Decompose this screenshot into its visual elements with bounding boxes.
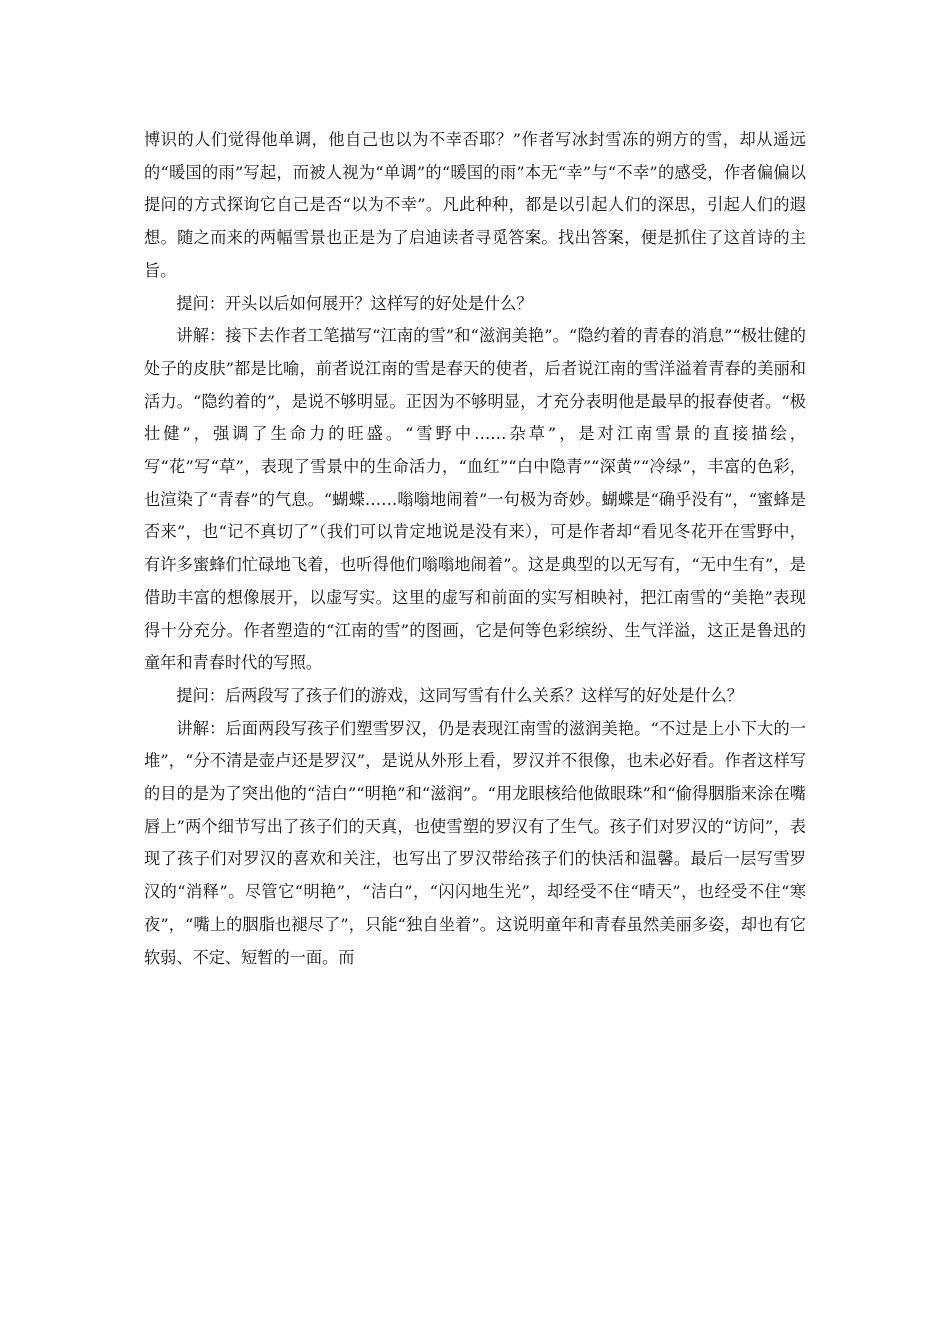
- document-body: [144, 124, 806, 974]
- paragraph-intro-continuation: 博识的人们觉得他单调，他自己也以为不幸否耶？”作者写冰封雪冻的朔方的雪，却从遥远的“暖国的雨”写起，而被人视为“单调”的“暖国的雨”本无“幸”与“不幸”的感受，作者偏偏以提问的方式探询它自己是否“以为不幸”。凡此种种，都是以引起人们的深思，引起人们的遐想。随之而来的两幅雪景也正是为了启迪读者寻觅答案。找出答案，便是抓住了这首诗的主旨。: [144, 130, 806, 280]
- paragraph-question-2: 提问：后两段写了孩子们的游戏，这同写雪有什么关系？这样写的好处是什么？: [176, 685, 743, 705]
- paragraph-explanation-2: 讲解：后面两段写孩子们塑雪罗汉，仍是表现江南雪的滋润美艳。“不过是上小下大的一堆”，“分不清是壶卢还是罗汉”，是说从外形上看，罗汉并不很像，也未必好看。作者这样写的目的是为了突出他的“洁白”“明艳”和“滋润”。“用龙眼核给他做眼珠”和“偷得胭脂来涂在嘴唇上”两个细节写出了孩子们的天真，也使雪塑的罗汉有了生气。孩子们对罗汉的“访问”，表现了孩子们对罗汉的喜欢和关注，也写出了罗汉带给孩子们的快活和温馨。最后一层写雪罗汉的“消释”。尽管它“明艳”，“洁白”，“闪闪地生光”，却经受不住“晴天”，也经受不住“寒夜”，“嘴上的胭脂也褪尽了”，只能“独自坐着”。这说明童年和青春虽然美丽多姿，却也有它软弱、不定、短暂的一面。而: [144, 718, 806, 967]
- paragraph-explanation-1: 讲解：接下去作者工笔描写“江南的雪”和“滋润美艳”。“隐约着的青春的消息”“极壮健的处子的皮肤”都是比喻，前者说江南的雪是春天的使者，后者说江南的雪洋溢着青春的美丽和活力。“隐约着的”，是说不够明显。正因为不够明显，才充分表明他是最早的报春使者。“极壮健”，强调了生命力的旺盛。“雪野中……杂草”，是对江南雪景的直接描绘，写“花”写“草”，表现了雪景中的生命活力，“血红”“白中隐青”“深黄”“冷绿”，丰富的色彩，也渲染了“青春”的气息。“蝴蝶……嗡嗡地闹着”一句极为奇妙。蝴蝶是“确乎没有”，“蜜蜂是否来”，也“记不真切了”（我们可以肯定地说是没有来），可是作者却“看见冬花开在雪野中，有许多蜜蜂们忙碌地飞着，也听得他们嗡嗡地闹着”。这是典型的以无写有，“无中生有”，是借助丰富的想像展开，以虚写实。这里的虚写和前面的实写相映衬，把江南雪的“美艳”表现得十分充分。作者塑造的“江南的雪”的图画，它是何等色彩缤纷、生气洋溢，这正是鲁迅的童年和青春时代的写照。: [144, 326, 806, 673]
- paragraph-question-1: 提问：开头以后如何展开？这样写的好处是什么？: [176, 293, 533, 313]
